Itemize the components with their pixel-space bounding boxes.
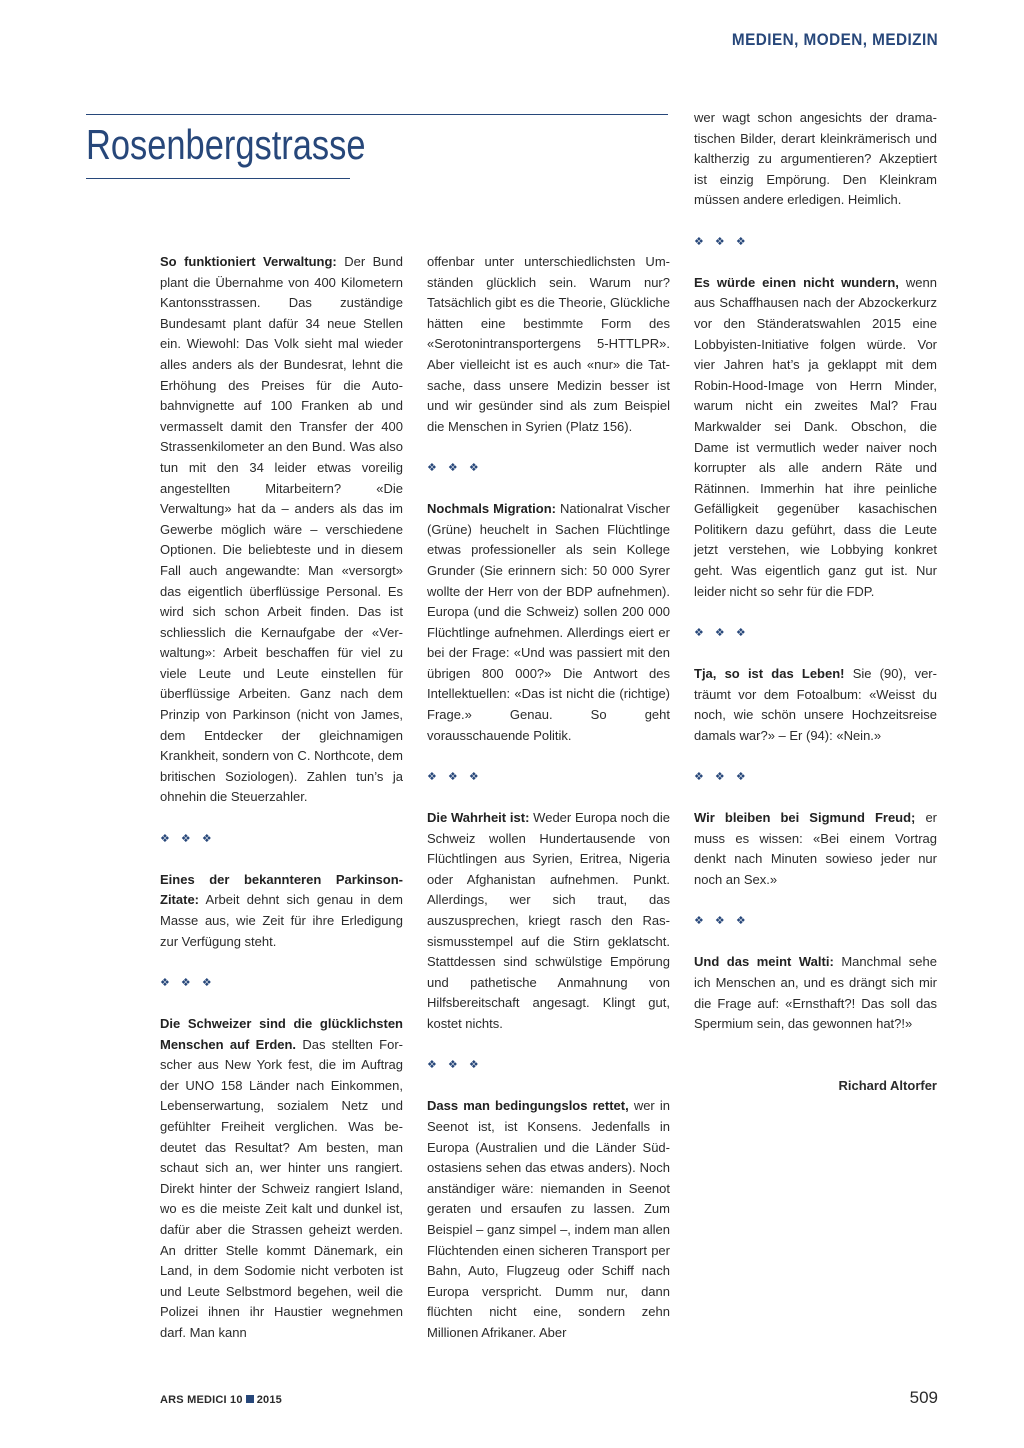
paragraph [427, 808, 670, 1035]
ornament-divider: ❖ ❖ ❖ [427, 770, 483, 783]
paragraph [427, 1096, 670, 1343]
article-title: Rosenbergstrasse [86, 121, 366, 168]
paragraph-lead: Tja, so ist das Leben! [694, 666, 845, 682]
paragraph-text: wer in Seenot ist, ist Konsens. Jedenfalls in Europa (Australien und die Länder Südostasiens sehen das etwas anders). Noch anständiger wäre: niemanden in Seenot geraten und ersaufen zu lassen. Zum Beispiel – ganz simpel –, indem man allen Flüchtenden einen sicheren Transport per Bahn, Auto, Flugzeug oder Schiff nach Europa verspricht. Dumm nur, dann flüchten nicht eine, sondern zehn Millionen Afrikaner. Aber [427, 1098, 670, 1340]
footer-journal [160, 1394, 282, 1406]
paragraph-lead: So funktioniert Verwaltung: [160, 254, 337, 269]
paragraph [694, 108, 937, 211]
ornament-divider: ❖ ❖ ❖ [160, 976, 216, 989]
ornament-divider: ❖ ❖ ❖ [427, 461, 483, 474]
journal-year: 2015 [256, 1394, 282, 1406]
ornament-divider: ❖ ❖ ❖ [694, 915, 750, 928]
ornament-divider: ❖ ❖ ❖ [160, 832, 216, 845]
square-bullet-icon [246, 1395, 254, 1403]
section-label: MEDIEN, MODEN, MEDIZIN [731, 30, 938, 49]
ornament-divider: ❖ ❖ ❖ [694, 771, 750, 783]
paragraph-text: Sie (90), verträumt vor dem Fotoalbum: «Weisst du noch, wie schön unsere Hochzeitsreise damals war?» – Er (94): «Nein.» [694, 666, 937, 743]
paragraph-text: Der Bund plant die Übernahme von 400 Kilometern Kantonsstrassen. Das zuständige Bundesamt plant dafür 34 neue Stellen ein. Wiewohl: Das Volk sieht mal wieder alles anders als der Bundesrat, lehnt die Erhöhung des Preises für die Autobahnvignette auf 100 Franken ab und vermasselt damit den Transfer der 400 Strassenkilometer an den Bund. Was also tun mit den 34 leider etwas voreilig angestellten Mitarbeitern? «Die Verwaltung» hat da – anders als das im Gewerbe möglich wäre – verschiedene Optionen. Die beliebteste und in diesem Fall auch angewandte: Man «versorgt» das eigentlich überflüssige Personal. Es wird sich schon Arbeit finden. Das ist schliesslich die Kernaufgabe der «Verwaltung»: Arbeit beschaffen für viel zu viele Leute und Leute einstellen für überflüssige Arbeiten. Ganz nach dem Prinzip von Parkinson (nicht von James, dem Entdecker der gleichnamigen Krankheit, sondern von C. Northcote, dem britischen Soziologen). Zahlen tun’s ja ohnehin die Steuerzahler. [160, 254, 403, 805]
paragraph-text: Das stellten Forscher aus New York fest, die im Auftrag der UNO 158 Länder nach Einkommen, Lebenserwartung, sozialem Netz und gefühlter Freiheit verglichen. Was bedeutet das Resultat? Am besten, man schaut sich an, wer hinter uns rangiert. Direkt hinter der Schweiz rangiert Island, wo es die meiste Zeit kalt und dunkel ist, dafür aber die Strassen geheizt werden. An dritter Stelle kommt Dänemark, ein Land, in dem Sodomie nicht verboten ist und Leute Selbstmord begehen, weil die Polizei ihnen ihr Haustier wegnehmen darf. Man kann [160, 1036, 403, 1340]
paragraph-text: wenn aus Schaffhausen nach der Abzockerkurz vor den Ständeratswahlen 2015 eine Lobbyisten-Initiative folgen würde. Vor vier Jahren hat’s ja geklappt mit dem Robin-Hood-Image von Herrn Minder, warum nicht ein zweites Mal? Frau Markwalder sei Dank. Obschon, die Dame ist vermutlich weder naiver noch korrupter als alle andern Räte und Rätinnen. Immerhin hat ihre peinliche Gefälligkeit gegenüber kasachischen Politikern dazu geführt, dass die Leute jetzt verstehen, wie Lobbying konkret geht. Was eigentlich ganz gut ist. Nur leider nicht so sehr für die FDP. [694, 274, 937, 599]
paragraph-text: Nationalrat Vischer (Grüne) heuchelt in Sachen Flüchtlinge etwas professioneller als sein Kollege Grunder (Sie erinnern sich: 50 000 Syrer wollte der Herr von der BDP aufnehmen). Europa (und die Schweiz) sollen 200 000 Flüchtlinge aufnehmen. Allerdings eiert er bei der Frage: «Und was passiert mit den übrigen 800 000?» Die Antwort des Intellektuellen: «Das ist nicht die (richtige) Frage.» Genau. So geht vorausschauende Politik. [427, 501, 670, 743]
column-3 [694, 108, 937, 1097]
paragraph [694, 273, 937, 603]
paragraph [694, 664, 937, 746]
paragraph [694, 808, 937, 890]
paragraph [160, 870, 403, 952]
column-2 [427, 252, 670, 1343]
paragraph-text: er muss es wissen: «Bei einem Vortrag denkt nach Minuten sowieso jeder nur noch an Sex.» [694, 810, 938, 887]
paragraph-lead: Und das meint Walti: [694, 954, 834, 970]
ornament-divider: ❖ ❖ ❖ [694, 235, 750, 248]
paragraph-lead: Wir bleiben bei Sigmund Freud; [694, 810, 916, 826]
paragraph-text: Manchmal sehe ich Menschen an, und es drängt sich mir die Frage auf: «Ernsthaft?! Das soll das Spermium sein, das gewonnen hat?!» [694, 954, 937, 1032]
journal-name: ARS MEDICI 10 [160, 1394, 243, 1406]
paragraph-lead: Die Wahrheit ist: [427, 810, 530, 826]
top-rule [86, 114, 668, 115]
paragraph [427, 499, 670, 746]
paragraph-text: Weder Europa noch die Schweiz wollen Hundertausende von Flüchtlingen aus Syrien, Eritrea, Nigeria oder Afghanistan aufnehmen. Punkt. Allerdings, wer sich traut, das auszusprechen, kriegt rasch den Rassismusstempel auf die Stirn geklatscht. Stattdessen sind schwülstige Empörung und pathetische Anmahnung von Hilfsbereitschaft angesagt. Klingt gut, kostet nichts. [427, 810, 670, 1031]
title-rule [86, 178, 350, 179]
paragraph [160, 1014, 403, 1344]
author-name: Richard Altorfer [838, 1077, 937, 1093]
column-1 [160, 252, 403, 1343]
paragraph-text: offenbar unter unterschiedlichsten Umständen glücklich sein. Warum nur? Tatsächlich gibt es die Theorie, Glückliche hätten eine bestimmte Form des «Serotonintransportergens 5-HTTLPR». Aber vielleicht ist es auch «nur» die Tatsache, dass unsere Medizin besser ist und wir gesünder sind als zum Beispiel die Menschen in Syrien (Platz 156). [427, 254, 670, 434]
ornament-divider: ❖ ❖ ❖ [427, 1059, 483, 1072]
page-number: 509 [909, 1388, 938, 1407]
paragraph-text: Arbeit dehnt sich genau in dem Masse aus, wie Zeit für ihre Erledigung zur Verfügung steht. [160, 892, 403, 949]
paragraph-lead: Dass man bedingungslos rettet, [427, 1098, 629, 1114]
paragraph [694, 952, 937, 1034]
paragraph [427, 252, 670, 437]
paragraph [160, 252, 403, 808]
paragraph-text: wer wagt schon angesichts der dramatischen Bilder, derart kleinkrämerisch und kaltherzig zu argumentieren? Akzeptiert ist einzig Empörung. Den Kleinkram müssen andere erledigen. Heimlich. [694, 110, 937, 208]
paragraph-lead: Nochmals Migration: [427, 501, 556, 517]
paragraph-lead: Es würde einen nicht wundern, [694, 274, 899, 290]
paragraph-lead: Eines der bekannteren Parkinson-Zitate: [160, 871, 403, 908]
paragraph-lead: Die Schweizer sind die glücklichsten Menschen auf Erden. [160, 1015, 403, 1052]
ornament-divider: ❖ ❖ ❖ [694, 626, 750, 639]
